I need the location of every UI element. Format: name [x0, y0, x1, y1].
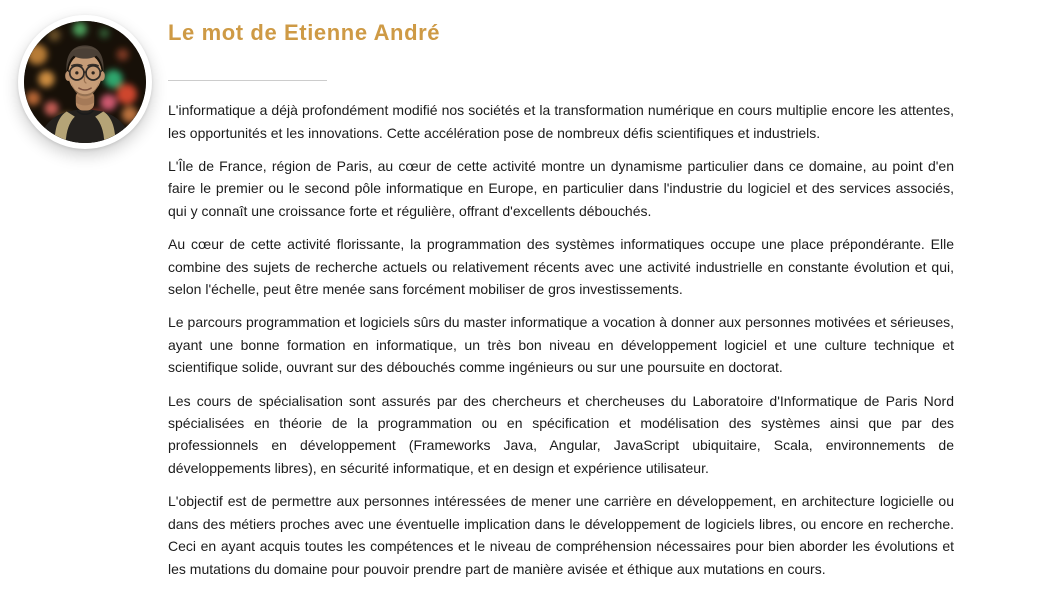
divider [168, 80, 327, 81]
section-body [168, 0, 954, 580]
paragraph-2: L'Île de France, région de Paris, au cœur de cette activité montre un dynamisme particulier dans ce domaine, au point d'en faire le premier ou le second pôle informatique en Europe, en particulier dans l'industrie du logiciel et des services associés, qui y connaît une croissance forte et régulière, offrant d'excellents débouchés. [168, 158, 954, 219]
paragraph-1: L'informatique a déjà profondément modifié nos sociétés et la transformation numérique en cours multiplie encore les attentes, les opportunités et les innovations. Cette accélération pose de nombreux défis scientifiques et industriels. [168, 102, 954, 141]
article-text [168, 99, 954, 580]
paragraph-3: Au cœur de cette activité florissante, la programmation des systèmes informatiques occupe une place prépondérante. Elle combine des sujets de recherche actuels ou relativement récents avec une activité industrielle en constante évolution et qui, selon l'échelle, peut être menée sans forcément mobiliser de gros investissements. [168, 236, 954, 298]
paragraph-5: Les cours de spécialisation sont assurés par des chercheurs et chercheuses du Laboratoire d'Informatique de Paris Nord spécialisées en théorie de la programmation ou en spécification et modélisation des systèmes ainsi que par des professionnels en développement (Frameworks Java, Angular, JavaScript ubiquitaire, Scala, environnements de développements libres), en sécurité informatique, et en design et expérience utilisateur. [168, 392, 954, 476]
paragraph-4: Le parcours programmation et logiciels sûrs du master informatique a vocation à donner aux personnes motivées et sérieuses, ayant une bonne formation en informatique, un très bon niveau en développement logiciel et une culture technique et scientifique solide, ouvrant sur des débouchés comme ingénieurs ou sur une poursuite en doctorat. [168, 314, 954, 376]
paragraph-6: L'objectif est de permettre aux personnes intéressées de mener une carrière en développement, en architecture logicielle ou dans des métiers proches avec une éventuelle implication dans le développement de logiciels libres, ou encore en recherche. Ceci en ayant acquis toutes les compétences et le niveau de compréhension nécessaires pour bien aborder les évolutions et les mutations du domaine pour pouvoir prendre part de manière avisée et éthique aux mutations en cours. [168, 493, 954, 577]
profile-photo [18, 15, 152, 149]
page-title: Le mot de Etienne André [168, 20, 441, 45]
person-portrait-icon [24, 21, 146, 143]
